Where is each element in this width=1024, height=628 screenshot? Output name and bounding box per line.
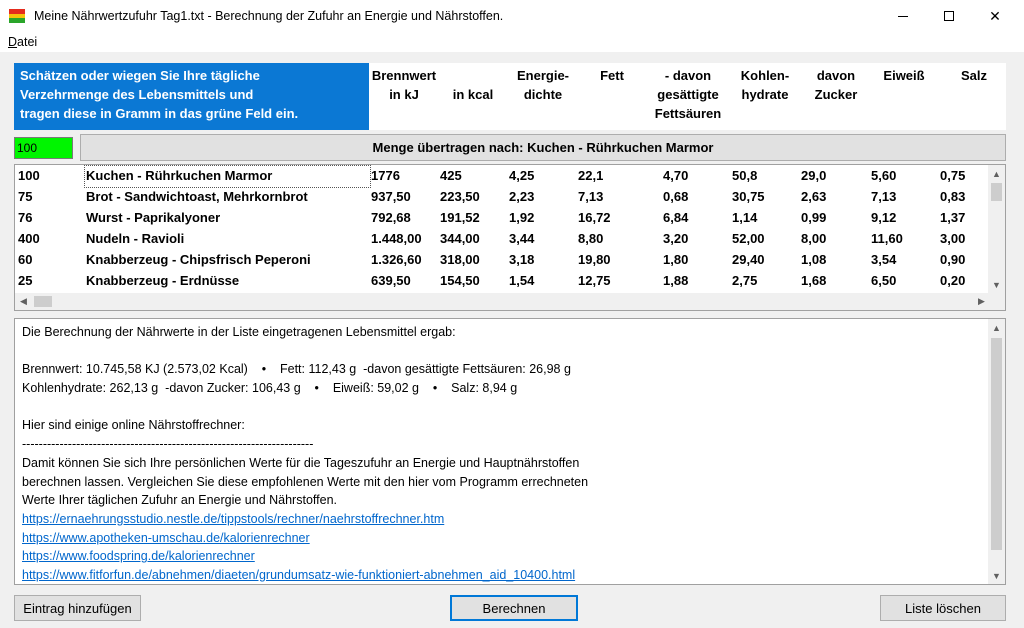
cell-salt: 0,75: [940, 168, 966, 183]
cell-energy-density: 3,44: [509, 231, 535, 246]
cell-fat: 16,72: [578, 210, 611, 225]
cell-energy-density: 4,25: [509, 168, 535, 183]
cell-protein: 7,13: [871, 189, 897, 204]
minimize-button[interactable]: [880, 0, 926, 32]
cell-sugar: 0,99: [801, 210, 827, 225]
cell-sugar: 2,63: [801, 189, 827, 204]
cell-kj: 1.326,60: [371, 252, 422, 267]
window-title: Meine Nährwertzufuhr Tag1.txt - Berechnung der Zufuhr an Energie und Nährstoffen.: [34, 9, 504, 23]
column-header-area: [14, 63, 1006, 130]
cell-protein: 6,50: [871, 273, 897, 288]
column-header-kj: Brennwert in kJ: [371, 68, 437, 102]
table-row[interactable]: [15, 250, 990, 271]
result-intro: Die Berechnung der Nährwerte in der Liste eingetragenen Lebensmittel ergab:: [22, 325, 456, 339]
menu-datei[interactable]: Datei: [8, 35, 38, 49]
cell-kj: 639,50: [371, 273, 411, 288]
cell-carbohydrates: 29,40: [732, 252, 765, 267]
cell-energy-density: 2,23: [509, 189, 535, 204]
cell-protein: 5,60: [871, 168, 897, 183]
cell-food-name: Brot - Sandwichtoast, Mehrkornbrot: [86, 189, 308, 204]
column-header-saturated-fat: - davon gesättigte Fettsäuren: [654, 68, 722, 121]
cell-carbohydrates: 52,00: [732, 231, 765, 246]
info-paragraph-line: Werte Ihrer täglichen Zufuhr an Energie und Nährstoffen.: [22, 493, 337, 508]
scroll-left-icon[interactable]: ◀: [20, 296, 27, 306]
list-horizontal-scrollbar[interactable]: [15, 293, 990, 310]
column-header-sugar: davon Zucker: [814, 68, 858, 102]
cell-salt: 1,37: [940, 210, 966, 225]
link-nestle[interactable]: https://ernaehrungsstudio.nestle.de/tippstools/rechner/naehrstoffrechner.htm: [22, 511, 445, 526]
cell-fat: 22,1: [578, 168, 604, 183]
cell-quantity: 25: [18, 273, 33, 288]
cell-sugar: 1,68: [801, 273, 827, 288]
cell-saturated-fat: 0,68: [663, 189, 689, 204]
bolivia-flag-icon: [9, 9, 25, 23]
cell-food-name: Nudeln - Ravioli: [86, 231, 185, 246]
cell-kcal: 318,00: [440, 252, 480, 267]
cell-fat: 8,80: [578, 231, 604, 246]
cell-kcal: 344,00: [440, 231, 480, 246]
table-row[interactable]: [15, 166, 990, 187]
column-header-kcal: in kcal: [452, 87, 494, 102]
clear-list-button[interactable]: Liste löschen: [880, 595, 1006, 621]
cell-carbohydrates: 1,14: [732, 210, 758, 225]
scrollbar-thumb[interactable]: [991, 338, 1002, 550]
close-icon: ✕: [989, 7, 1001, 24]
cell-saturated-fat: 1,88: [663, 273, 689, 288]
cell-kj: 792,68: [371, 210, 411, 225]
table-row[interactable]: [15, 187, 990, 208]
cell-kcal: 425: [440, 168, 462, 183]
maximize-button[interactable]: [926, 0, 972, 32]
transfer-quantity-button[interactable]: Menge übertragen nach: Kuchen - Rührkuchen Marmor: [80, 134, 1006, 161]
instruction-box: Schätzen oder wiegen Sie Ihre tägliche Verzehrmenge des Lebensmittels und tragen diese in Gramm in das grüne Feld ein.: [14, 63, 369, 130]
cell-quantity: 400: [18, 231, 40, 246]
add-entry-button[interactable]: Eintrag hinzufügen: [14, 595, 141, 621]
menu-bar: [0, 32, 1024, 52]
cell-carbohydrates: 30,75: [732, 189, 765, 204]
cell-food-name: Wurst - Paprikalyoner: [86, 210, 221, 225]
cell-salt: 0,90: [940, 252, 966, 267]
link-apotheken-umschau[interactable]: https://www.apotheken-umschau.de/kalorienrechner: [22, 530, 310, 545]
column-header-protein: Eiweiß: [883, 68, 925, 83]
cell-food-name: Knabberzeug - Chipsfrisch Peperoni: [86, 252, 311, 267]
scroll-down-icon[interactable]: ▼: [992, 279, 1001, 290]
column-header-fat: Fett: [600, 68, 624, 83]
cell-kj: 937,50: [371, 189, 411, 204]
cell-kj: 1.448,00: [371, 231, 422, 246]
scroll-right-icon[interactable]: ▶: [978, 296, 985, 306]
table-row[interactable]: [15, 229, 990, 250]
link-fitforfun[interactable]: https://www.fitforfun.de/abnehmen/diaeten/grundumsatz-wie-funktioniert-abnehmen_aid_10400.html: [22, 567, 576, 582]
online-calculators-heading: Hier sind einige online Nährstoffrechner:: [22, 418, 245, 433]
cell-kj: 1776: [371, 168, 400, 183]
table-row[interactable]: [15, 208, 990, 229]
cell-protein: 3,54: [871, 252, 897, 267]
result-vertical-scrollbar[interactable]: [988, 319, 1005, 584]
info-paragraph-line: berechnen lassen. Vergleichen Sie diese empfohlenen Werte mit den hier vom Programm errechneten: [22, 474, 589, 489]
cell-protein: 11,60: [871, 231, 903, 246]
cell-protein: 9,12: [871, 210, 897, 225]
cell-salt: 3,00: [940, 231, 966, 246]
column-header-energy-density: Energie- dichte: [516, 68, 569, 102]
cell-saturated-fat: 4,70: [663, 168, 689, 183]
quantity-input[interactable]: [14, 137, 73, 159]
scroll-down-icon[interactable]: ▼: [992, 570, 1001, 581]
result-summary-energy-fat: Brennwert: 10.745,58 KJ (2.573,02 Kcal) • Fett: 112,43 g -davon gesättigte Fettsäuren: 26,98 g: [22, 362, 571, 377]
close-button[interactable]: [972, 0, 1018, 32]
calculate-button[interactable]: Berechnen: [450, 595, 578, 621]
scroll-up-icon[interactable]: ▲: [992, 322, 1001, 333]
cell-kcal: 223,50: [440, 189, 480, 204]
result-summary-carbs-protein-salt: Kohlenhydrate: 262,13 g -davon Zucker: 106,43 g • Eiweiß: 59,02 g • Salz: 8,94 g: [22, 381, 518, 396]
cell-food-name: Kuchen - Rührkuchen Marmor: [85, 166, 370, 187]
cell-quantity: 60: [18, 252, 33, 267]
cell-quantity: 100: [18, 168, 40, 183]
cell-saturated-fat: 1,80: [663, 252, 689, 267]
cell-energy-density: 1,92: [509, 210, 535, 225]
cell-carbohydrates: 50,8: [732, 168, 758, 183]
list-vertical-scrollbar[interactable]: [988, 165, 1005, 293]
cell-sugar: 1,08: [801, 252, 827, 267]
cell-salt: 0,20: [940, 273, 966, 288]
cell-kcal: 154,50: [440, 273, 480, 288]
column-header-salt: Salz: [960, 68, 987, 83]
cell-saturated-fat: 3,20: [663, 231, 689, 246]
table-row[interactable]: [15, 271, 990, 292]
maximize-icon: [944, 11, 954, 21]
cell-fat: 7,13: [578, 189, 604, 204]
result-text-area[interactable]: [14, 318, 1006, 585]
cell-carbohydrates: 2,75: [732, 273, 758, 288]
cell-fat: 12,75: [578, 273, 611, 288]
cell-salt: 0,83: [940, 189, 966, 204]
cell-energy-density: 1,54: [509, 273, 535, 288]
cell-energy-density: 3,18: [509, 252, 535, 267]
column-header-carbohydrates: Kohlen- hydrate: [740, 68, 790, 102]
scrollbar-thumb[interactable]: [34, 296, 52, 307]
cell-fat: 19,80: [578, 252, 611, 267]
link-foodspring[interactable]: https://www.foodspring.de/kalorienrechner: [22, 549, 255, 564]
title-bar: [0, 0, 1024, 32]
separator-line: ----------------------------------------------------------------------: [22, 437, 314, 452]
info-paragraph-line: Damit können Sie sich Ihre persönlichen Werte für die Tageszufuhr an Energie und Hauptnährstoffen: [22, 455, 580, 470]
cell-kcal: 191,52: [440, 210, 480, 225]
scrollbar-corner: [988, 293, 1005, 310]
scroll-up-icon[interactable]: ▲: [992, 168, 1001, 179]
cell-quantity: 75: [18, 189, 33, 204]
cell-sugar: 29,0: [801, 168, 827, 183]
minimize-icon: [898, 16, 908, 17]
cell-food-name: Knabberzeug - Erdnüsse: [86, 273, 240, 288]
cell-sugar: 8,00: [801, 231, 827, 246]
food-list[interactable]: [14, 164, 1006, 311]
cell-saturated-fat: 6,84: [663, 210, 689, 225]
cell-quantity: 76: [18, 210, 33, 225]
scrollbar-thumb[interactable]: [991, 183, 1002, 201]
